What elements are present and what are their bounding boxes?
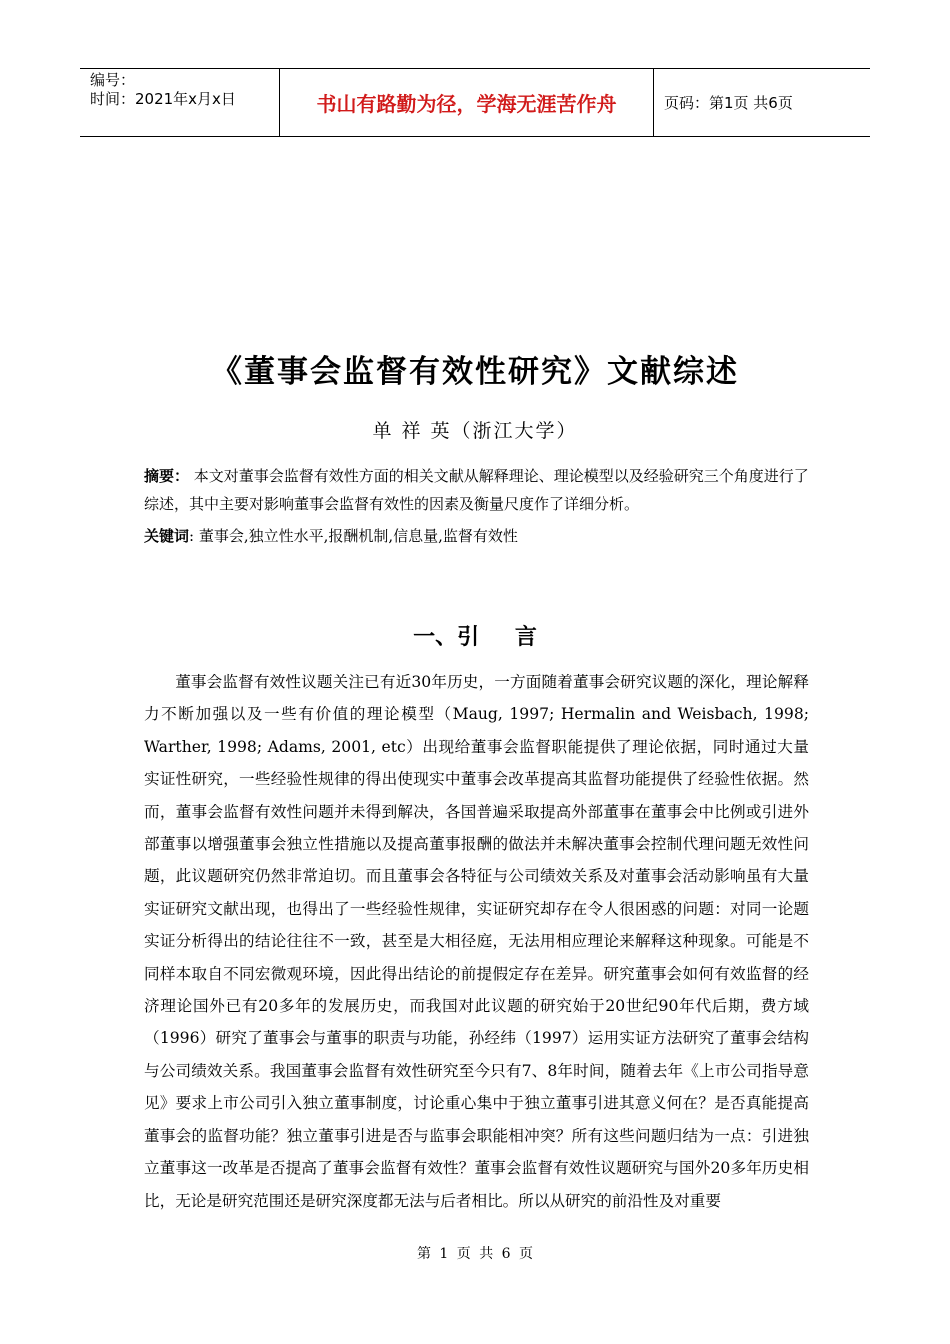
abstract — [144, 462, 814, 518]
author-line: 单 祥 英（浙江大学） — [372, 420, 578, 442]
page-footer: 第 1 页 共 6 页 — [416, 1246, 534, 1262]
header-number-label: 编号： — [90, 71, 136, 89]
header-motto: 书山有路勤为径，学海无涯苦作舟 — [280, 69, 654, 136]
header-page-info: 页码：第1页 共6页 — [664, 94, 793, 112]
header-time-label: 时间：2021年x月x日 — [90, 90, 236, 108]
keywords — [144, 522, 814, 550]
header-meta-cell — [80, 69, 280, 136]
abstract-label: 摘要： — [144, 467, 190, 485]
body-paragraph: 董事会监督有效性议题关注已有近30年历史，一方面随着董事会研究议题的深化，理论解释力不断加强以及一些有价值的理论模型（Maug, 1997; Hermalin and Weisbach, 1998; Warther, 1998; Adams, 2001, etc）出现给董事会监督职能提供了理论依据，同时通过大量实证性研究，一些经验性规律的得出使现实中董事会改革提高其监督功能提供了经验性依据。然而，董事会监督有效性问题并未得到解决，各国普遍采取提高外部董事在董事会中比例或引进外部董事以增强董事会独立性措施以及提高董事报酬的做法并未解决董事会控制代理问题无效性问题，此议题研究仍然非常迫切。而且董事会各特征与公司绩效关系及对董事会活动影响虽有大量实证研究文献出现，也得出了一些经验性规律，实证研究却存在令人很困惑的问题：对同一论题实证分析得出的结论往往不一致，甚至是大相径庭，无法用相应理论来解释这种现象。可能是不同样本取自不同宏微观环境，因此得出结论的前提假定存在差异。研究董事会如何有效监督的经济理论国外已有20多年的发展历史，而我国对此议题的研究始于20世纪90年代后期，费方域（1996）研究了董事会与董事的职责与功能，孙经纬（1997）运用实证方法研究了董事会结构与公司绩效关系。我国董事会监督有效性研究至今只有7、8年时间，随着去年《上市公司指导意见》要求上市公司引入独立董事制度，讨论重心集中于独立董事引进其意义何在？是否真能提高董事会的监督功能？独立董事引进是否与监事会职能相冲突？所有这些问题归结为一点：引进独立董事这一改革是否提高了董事会监督有效性？董事会监督有效性议题研究与国外20多年历史相比，无论是研究范围还是研究深度都无法与后者相比。所以从研究的前沿性及对重要 — [144, 673, 809, 1210]
keywords-label: 关键词 — [144, 527, 190, 545]
document-title: 《董事会监督有效性研究》文献综述 — [211, 354, 739, 390]
keywords-text: : 董事会,独立性水平,报酬机制,信息量,监督有效性 — [189, 527, 518, 545]
abstract-text: 本文对董事会监督有效性方面的相关文献从解释理论、理论模型以及经验研究三个角度进行了综述，其中主要对影响董事会监督有效性的因素及衡量尺度作了详细分析。 — [144, 467, 809, 513]
page-header — [80, 68, 870, 137]
section-heading: 一、引 言 — [413, 625, 537, 650]
body-text — [144, 666, 809, 1217]
